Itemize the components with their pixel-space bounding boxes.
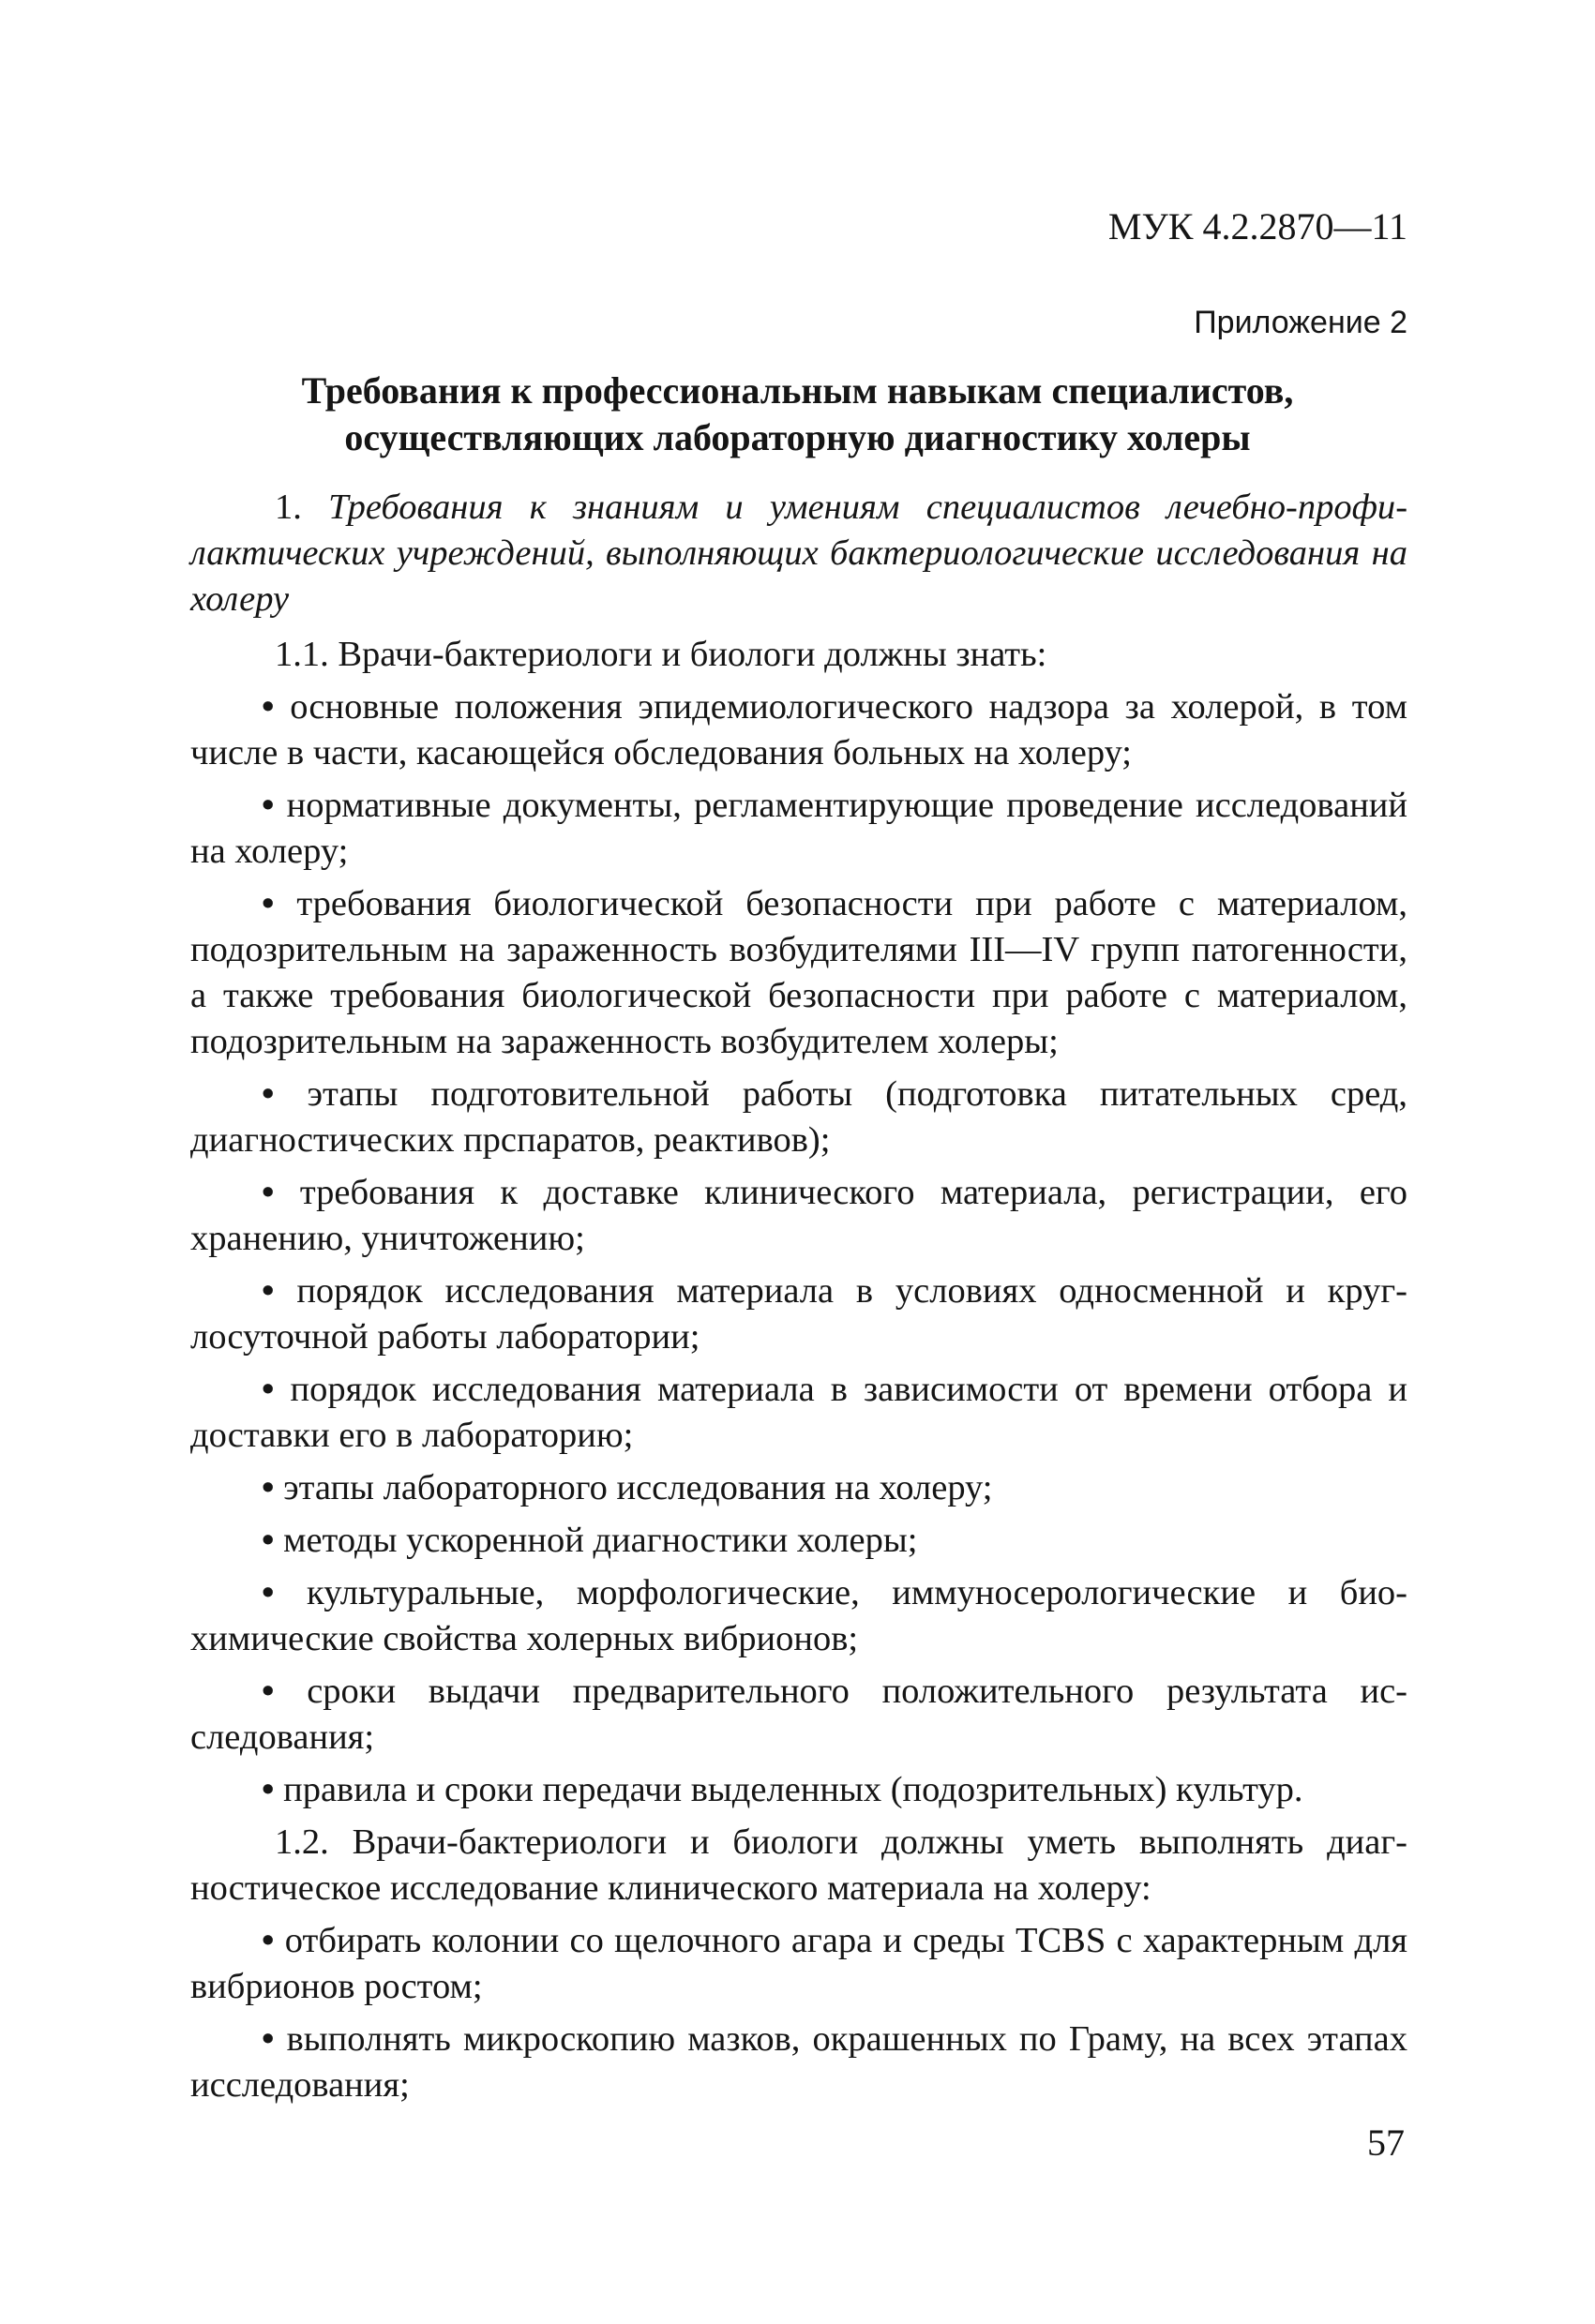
bullet-icon: • [262,1573,275,1612]
bullet-icon: • [262,1468,275,1507]
list-item: • сроки выдачи предварительного положительного результата исследования; [190,1672,1407,1757]
appendix-label: Приложение 2 [1194,305,1407,340]
title-line-2: осуществляющих лабораторную диагностику холеры [344,416,1251,458]
list-item: • требования биологической безопасности при работе с материалом, подозрительным на зараженность возбудителями III—IV групп патогенности, а также требования биологической безопасности при работе с материалом, подозрительным на зараженность возбудителем холеры; [190,884,1408,1061]
list-item: • отбирать колонии со щелочного агара и среды TCBS с характерным для вибрионов ростом; [190,1921,1407,2006]
bullet-icon: • [262,1770,275,1809]
section-heading-text: Требования к знаниям и умениям специалистов лечебно-профилактических учреждений, выполняющих бактериологические исследования на холеру [190,487,1408,619]
bullet-icon: • [262,884,275,923]
list-item: • выполнять микроскопию мазков, окрашенных по Граму, на всех этапах исследования; [190,2019,1407,2105]
document-code: МУК 4.2.2870—11 [1107,205,1407,247]
document-body [190,485,1407,2115]
list-item: • методы ускоренной диагностики холеры; [262,1521,918,1560]
list-item: • этапы лабораторного исследования на холеру; [262,1468,993,1507]
list-item: • правила и сроки передачи выделенных (подозрительных) культур. [262,1770,1303,1809]
section-number: 1. [275,487,302,527]
bullet-icon: • [262,1370,275,1409]
list-item: • порядок исследования материала в зависимости от времени отбора и доставки его в лабораторию; [190,1370,1407,1455]
list-item: • этапы подготовительной работы (подготовка питательных сред, диагностических прспаратов, реактивов); [190,1074,1407,1160]
bullet-icon: • [262,1672,275,1711]
bullet-icon: • [262,687,275,727]
list-item: • порядок исследования материала в условиях односменной и круглосуточной работы лаборатории; [190,1271,1407,1357]
list-item: • требования к доставке клинического материала, регистрации, его хранению, уничтожению; [190,1173,1408,1258]
bullet-icon: • [262,1521,275,1560]
subsection-1-2: 1.2. Врачи-бактериологи и биологи должны уметь выполнять диагностическое исследование клинического материала на холеру: [190,1822,1407,1908]
bullet-icon: • [262,1173,275,1212]
list-item: • нормативные документы, регламентирующие проведение исследований на холеру; [190,786,1408,871]
bullet-icon: • [262,1921,275,1960]
list-item: • культуральные, морфологические, иммуносерологические и биохимические свойства холерных вибрионов; [190,1573,1407,1658]
list-item: • основные положения эпидемиологического надзора за холерой, в том числе в части, касающейся обследования больных на холеру; [190,687,1408,772]
bullet-icon: • [262,1074,275,1114]
title-line-1: Требования к профессиональным навыкам специалистов, [301,369,1294,412]
bullet-icon: • [262,2019,275,2059]
page-number: 57 [1367,2122,1405,2164]
section-1-heading [190,485,1407,622]
bullet-icon: • [262,786,275,825]
bullet-icon: • [262,1271,275,1311]
subsection-1-1: 1.1. Врачи-бактериологи и биологи должны знать: [275,635,1047,674]
page-title [188,367,1407,461]
